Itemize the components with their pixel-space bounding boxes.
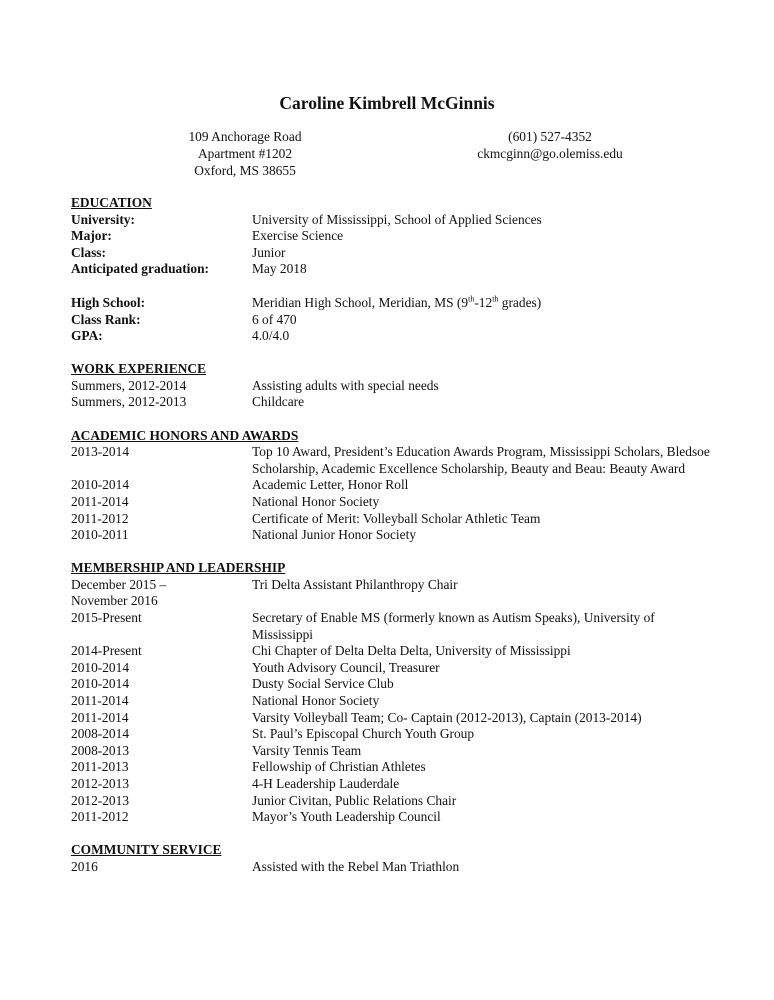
list-item (71, 693, 711, 710)
item-date: 2011-2014 (71, 709, 129, 725)
list-item (71, 394, 711, 411)
item-date: 2013-2014 (71, 444, 130, 460)
honors-section (71, 428, 711, 544)
row-value: University of Mississippi, School of Applied Sciences (252, 211, 542, 227)
row-value: Exercise Science (252, 228, 344, 244)
row-label: GPA: (71, 328, 103, 344)
item-description: National Honor Society (252, 493, 380, 509)
item-description: Assisting adults with special needs (252, 377, 439, 393)
list-item (71, 577, 711, 610)
phone-number: (601) 527-4352 (508, 129, 592, 144)
item-description: St. Paul’s Episcopal Church Youth Group (252, 726, 475, 742)
row-label: Anticipated graduation: (71, 261, 210, 277)
list-item (71, 809, 711, 826)
item-date: 2012-2013 (71, 775, 130, 791)
item-description: Dusty Social Service Club (252, 676, 394, 692)
item-description: Childcare (252, 394, 305, 410)
hs-text-pre: Meridian High School, Meridian, MS (9 (252, 294, 469, 310)
item-description: Junior Civitan, Public Relations Chair (252, 792, 457, 808)
list-item (71, 444, 711, 477)
row-value: 4.0/4.0 (252, 328, 290, 344)
item-date: 2010-2014 (71, 676, 130, 692)
row-value (252, 295, 711, 312)
item-date: 2016 (71, 858, 98, 874)
work-list (71, 378, 711, 411)
item-description: Varsity Tennis Team (252, 742, 362, 758)
item-date: 2010-2014 (71, 659, 130, 675)
section-title: EDUCATION (71, 195, 152, 210)
item-description: Youth Advisory Council, Treasurer (252, 659, 440, 675)
honors-list (71, 444, 711, 544)
education-row (71, 245, 711, 262)
row-label: Class: (71, 244, 106, 260)
education-row (71, 228, 711, 245)
community-list (71, 859, 711, 876)
section-title: COMMUNITY SERVICE (71, 842, 222, 858)
section-title: ACADEMIC HONORS AND AWARDS (71, 427, 299, 443)
contact-block (460, 128, 640, 162)
item-description: Certificate of Merit: Volleyball Scholar Athletic Team (252, 510, 541, 526)
membership-section (71, 560, 711, 826)
item-date: 2010-2011 (71, 527, 129, 543)
hs-text-post: grades) (498, 294, 542, 310)
row-label: High School: (71, 294, 146, 310)
list-item (71, 511, 711, 528)
item-date: 2008-2014 (71, 726, 130, 742)
item-date: December 2015 – November 2016 (71, 576, 167, 609)
list-item (71, 477, 711, 494)
hs-superscript-1: th (468, 294, 475, 304)
item-date: 2010-2014 (71, 477, 130, 493)
education-row (71, 261, 711, 278)
item-description: Assisted with the Rebel Man Triathlon (252, 858, 460, 874)
item-date: 2011-2012 (71, 510, 129, 526)
item-description: National Junior Honor Society (252, 527, 417, 543)
education-row (71, 295, 711, 312)
item-description: National Honor Society (252, 692, 380, 708)
item-date: 2014-Present (71, 643, 142, 659)
list-item (71, 610, 711, 643)
community-section (71, 842, 711, 875)
list-item (71, 726, 711, 743)
address-line-2: Apartment #1202 (197, 146, 293, 161)
list-item (71, 743, 711, 760)
address-line-3: Oxford, MS 38655 (194, 163, 296, 178)
item-description: 4-H Leadership Lauderdale (252, 775, 400, 791)
item-description: Varsity Volleyball Team; Co- Captain (2012-2013), Captain (2013-2014) (252, 709, 642, 725)
membership-list (71, 577, 711, 826)
address-line-1: 109 Anchorage Road (188, 129, 302, 144)
hs-superscript-2: th (492, 294, 499, 304)
education-section (71, 195, 711, 345)
list-item (71, 710, 711, 727)
item-description: Fellowship of Christian Athletes (252, 759, 426, 775)
item-date: 2011-2014 (71, 493, 129, 509)
item-date: Summers, 2012-2014 (71, 377, 187, 393)
item-description: Chi Chapter of Delta Delta Delta, University of Mississippi (252, 643, 571, 659)
education-row (71, 312, 711, 329)
item-description: Tri Delta Assistant Philanthropy Chair (252, 576, 458, 592)
item-description: Secretary of Enable MS (formerly known as Autism Speaks), University of Mississippi (252, 609, 655, 642)
list-item (71, 494, 711, 511)
education-row (71, 212, 711, 229)
item-date: Summers, 2012-2013 (71, 394, 187, 410)
list-item (71, 676, 711, 693)
item-date: 2011-2013 (71, 759, 129, 775)
item-description: Academic Letter, Honor Roll (252, 477, 409, 493)
row-label: University: (71, 211, 135, 227)
row-value: May 2018 (252, 261, 307, 277)
education-row (71, 328, 711, 345)
item-date: 2011-2012 (71, 809, 129, 825)
item-date: 2012-2013 (71, 792, 130, 808)
list-item (71, 793, 711, 810)
list-item (71, 759, 711, 776)
list-item (71, 776, 711, 793)
work-section (71, 361, 711, 411)
resume-body (71, 195, 711, 892)
item-description: Mayor’s Youth Leadership Council (252, 809, 441, 825)
list-item (71, 643, 711, 660)
section-title: WORK EXPERIENCE (71, 361, 207, 377)
list-item (71, 527, 711, 544)
row-label: Class Rank: (71, 311, 141, 327)
item-description: Top 10 Award, President’s Education Awards Program, Mississippi Scholars, Bledsoe Scholarship, Academic Excellence Scholarship, Beauty and Beau: Beauty Award (252, 444, 710, 476)
row-value: 6 of 470 (252, 311, 297, 327)
item-date: 2011-2014 (71, 692, 129, 708)
list-item (71, 859, 711, 876)
row-value: Junior (252, 244, 286, 260)
section-title: MEMBERSHIP AND LEADERSHIP (71, 560, 286, 576)
row-label: Major: (71, 228, 112, 244)
address-block (160, 128, 330, 179)
list-item (71, 378, 711, 395)
applicant-name: Caroline Kimbrell McGinnis (279, 93, 495, 113)
hs-text-mid: -12 (474, 294, 493, 310)
list-item (71, 660, 711, 677)
email-address: ckmcginn@go.olemiss.edu (477, 146, 623, 161)
spacer (71, 278, 711, 295)
item-date: 2008-2013 (71, 742, 130, 758)
item-date: 2015-Present (71, 609, 142, 625)
